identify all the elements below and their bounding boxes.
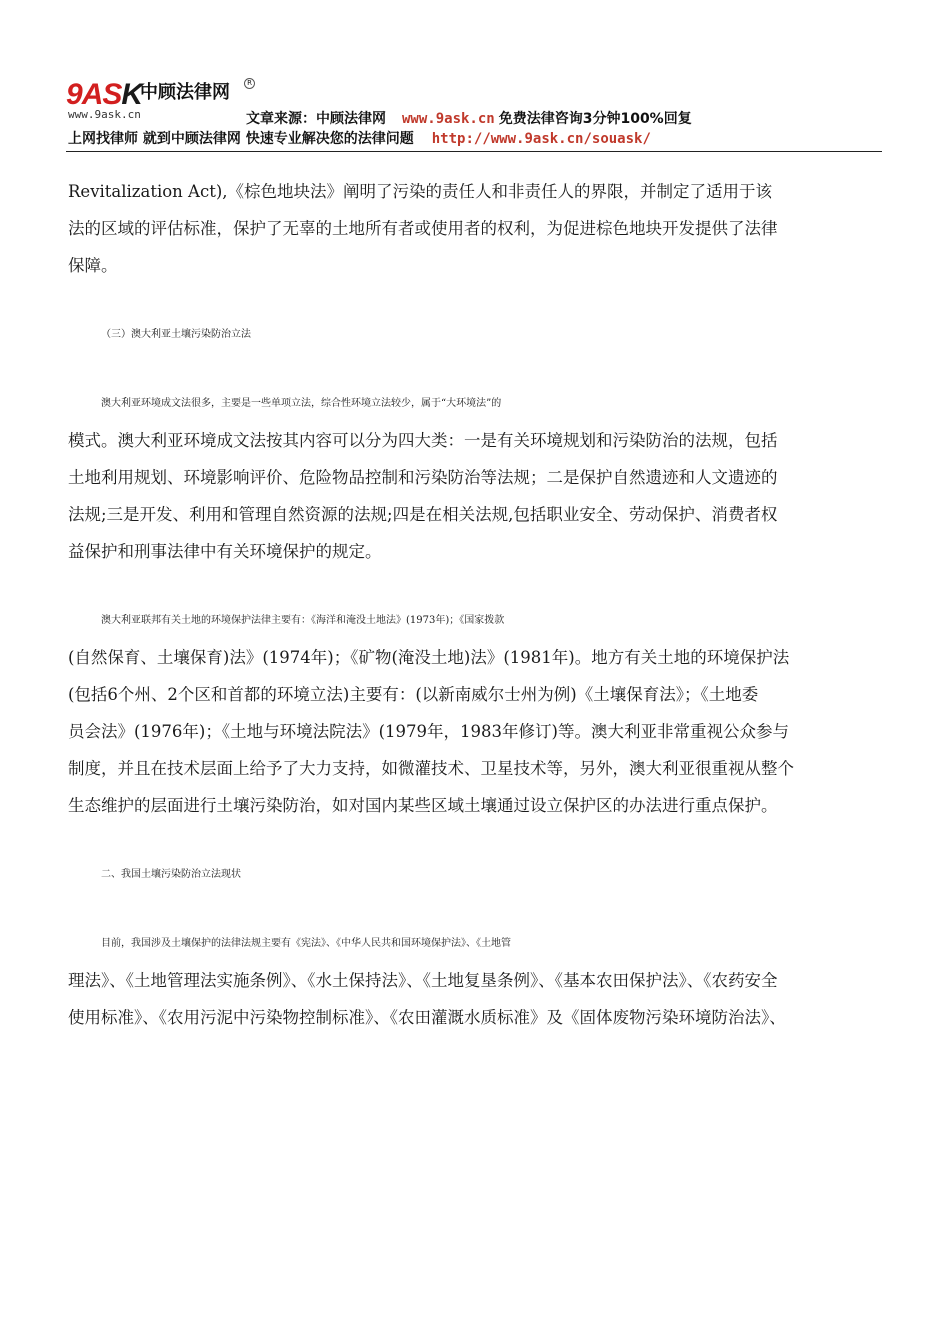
paragraph-line: 法的区域的评估标准，保护了无辜的土地所有者或使用者的权利，为促进棕色地块开发提供了法律: [68, 219, 778, 238]
paragraph-line: 保障。: [68, 256, 118, 275]
paragraph-line: (包括6个州、2个区和首都的环境立法)主要有：(以新南威尔士州为例)《土壤保育法》；《土地委: [68, 685, 759, 704]
site-logo[interactable]: [66, 78, 256, 122]
paragraph-line: 澳大利亚环境成文法很多，主要是一些单项立法，综合性环境立法较少，属于“大环境法”的: [101, 398, 502, 409]
page-header: [0, 0, 950, 160]
paragraph-1: [68, 173, 883, 284]
slogan-line: [68, 130, 651, 148]
heading-text: 二、我国土壤污染防治立法现状: [101, 869, 241, 880]
heading-text: （三）澳大利亚土壤污染防治立法: [101, 329, 251, 340]
logo-site-name: 中顾法律网: [140, 82, 230, 103]
paragraph-line: 员会法》(1976年)；《土地与环境法院法》(1979年，1983年修订)等。澳大利亚非常重视公众参与: [68, 722, 789, 741]
logo-mark: 9ASK: [66, 78, 143, 111]
slogan-text: 上网找律师 就到中顾法律网 快速专业解决您的法律问题: [68, 131, 414, 147]
section-heading-3: [68, 316, 883, 353]
source-link[interactable]: www.9ask.cn: [402, 111, 495, 127]
paragraph-line: 模式。澳大利亚环境成文法按其内容可以分为四大类：一是有关环境规划和污染防治的法规，包括: [68, 431, 778, 450]
source-line: [246, 110, 692, 128]
slogan-link[interactable]: http://www.9ask.cn/souask/: [431, 131, 651, 147]
paragraph-2: [68, 385, 883, 570]
paragraph-3: [68, 602, 883, 824]
paragraph-line: 法规;三是开发、利用和管理自然资源的法规;四是在相关法规,包括职业安全、劳动保护、消费者权: [68, 505, 778, 524]
paragraph-line: 目前，我国涉及土壤保护的法律法规主要有《宪法》、《中华人民共和国环境保护法》、《土地管: [101, 938, 511, 949]
paragraph-4: [68, 925, 883, 1036]
paragraph-line: Revitalization Act),《棕色地块法》阐明了污染的责任人和非责任人的界限，并制定了适用于该: [68, 182, 773, 201]
paragraph-line: 澳大利亚联邦有关土地的环境保护法律主要有：《海洋和淹没土地法》(1973年)；《国家拨款: [101, 615, 505, 626]
paragraph-line: 土地利用规划、环境影响评价、危险物品控制和污染防治等法规；二是保护自然遗迹和人文遗迹的: [68, 468, 778, 487]
source-tail: 免费法律咨询3分钟100%回复: [498, 111, 692, 127]
section-heading-2: [68, 856, 883, 893]
logo-url: www.9ask.cn: [68, 108, 141, 121]
paragraph-line: 理法》、《土地管理法实施条例》、《水土保持法》、《土地复垦条例》、《基本农田保护法》、《农药安全: [68, 971, 778, 990]
paragraph-line: 使用标准》、《农用污泥中污染物控制标准》、《农田灌溉水质标准》及《固体废物污染环境防治法》、: [68, 1008, 786, 1027]
article-body: [68, 173, 883, 1036]
source-label: 文章来源：中顾法律网: [246, 111, 386, 127]
paragraph-line: 生态维护的层面进行土壤污染防治，如对国内某些区域土壤通过设立保护区的办法进行重点保护。: [68, 796, 778, 815]
paragraph-line: 益保护和刑事法律中有关环境保护的规定。: [68, 542, 382, 561]
paragraph-line: (自然保育、土壤保育)法》(1974年)；《矿物(淹没土地)法》(1981年)。地方有关土地的环境保护法: [68, 648, 790, 667]
header-divider: [66, 151, 882, 152]
paragraph-line: 制度，并且在技术层面上给予了大力支持，如微灌技术、卫星技术等，另外，澳大利亚很重视从整个: [68, 759, 794, 778]
registered-icon: R: [244, 78, 255, 89]
